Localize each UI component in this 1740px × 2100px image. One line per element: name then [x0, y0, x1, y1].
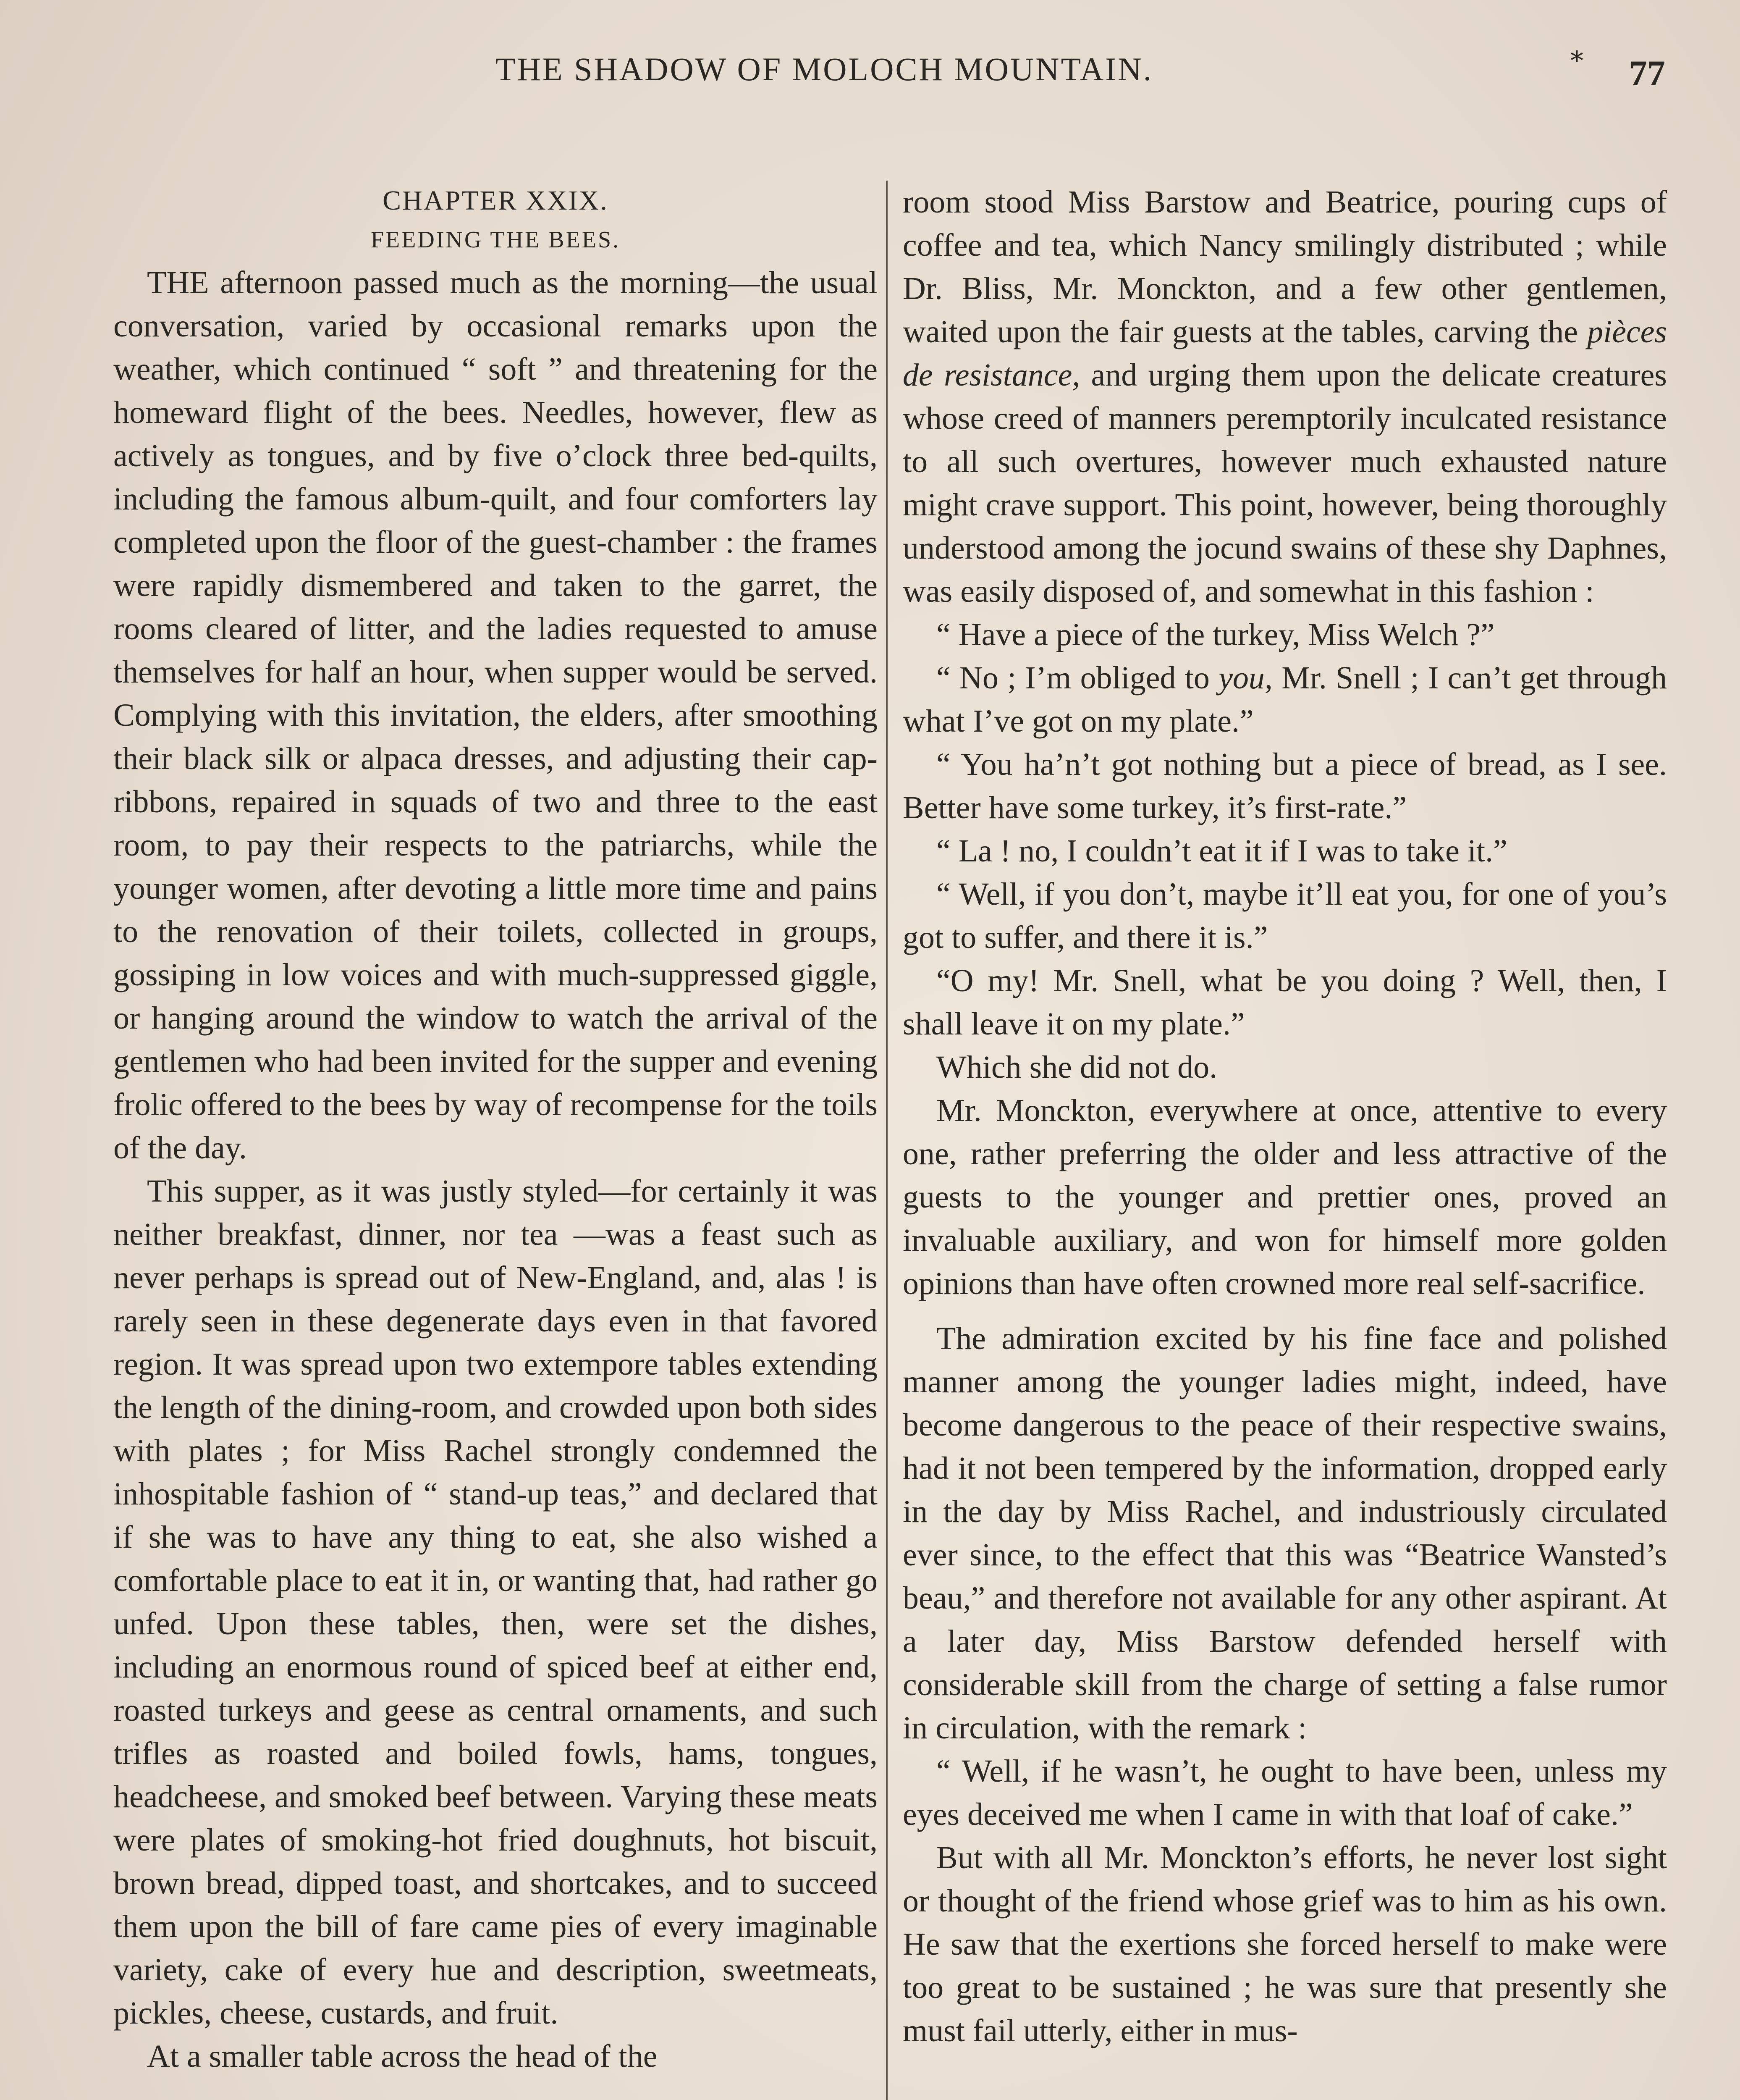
dialogue-line: “ Have a piece of the turkey, Miss Welch ?”: [936, 617, 1495, 652]
dialogue-line: [903, 656, 1667, 743]
text-run: Mr. Snell ; I can’t get through what I’ve got on my plate.”: [903, 660, 1667, 739]
running-title: THE SHADOW OF MOLOCH MOUNTAIN.: [495, 51, 1153, 87]
paragraph-quote: “ Well, if he wasn’t, he ought to have been, unless my eyes deceived me when I came in with that loaf of cake.”: [903, 1754, 1667, 1832]
paragraph-afternoon: THE afternoon passed much as the morning—the usual conversation, varied by occasional remarks upon the weather, which continued “ soft ” and threatening for the homeward flight of the bees. Needles, however, flew as actively as tongues, and by five o’clock three bed-quilts, including the famous album-quilt, and four comforters lay completed upon the floor of the guest-chamber : the frames were rapidly dismembered and taken to the garret, the rooms cleared of litter, and the ladies requested to amuse themselves for half an hour, when supper would be served. Complying with this invitation, the elders, after smoothing their black silk or alpaca dresses, and adjusting their cap-ribbons, repaired in squads of two and three to the east room, to pay their respects to the patriarchs, while the younger women, after devoting a little more time and pains to the renovation of their toilets, collected in groups, gossiping in low voices and with much-suppressed giggle, or hanging around the window to watch the arrival of the gentlemen who had been invited for the supper and evening frolic offered to the bees by way of recompense for the toils of the day.: [113, 265, 878, 1166]
paragraph-monckton: Mr. Monckton, everywhere at once, attentive to every one, rather preferring the older and less attractive of the guests to the younger and prettier ones, proved an invaluable auxiliary, and won for himself more golden opinions than have often crowned more real self-sacrifice.: [903, 1093, 1667, 1301]
dialogue-line: “O my! Mr. Snell, what be you doing ? Well, then, I shall leave it on my plate.”: [903, 963, 1667, 1042]
running-header: [0, 45, 1740, 97]
text-run: and urging them upon the delicate creatures whose creed of manners peremptorily inculcated resistance to all such overtures, however much exhausted nature might crave support. This point, however, being thoroughly understood among the jocund swains of these shy Daphnes, was easily disposed of, and somewhat in this fashion :: [903, 357, 1667, 609]
paragraph-efforts: But with all Mr. Monckton’s efforts, he never lost sight or thought of the friend whose grief was to him as his own. He saw that the exertions she forced herself to make were too great to be sustained ; he was sure that presently she must fail utterly, either in mus-: [903, 1840, 1667, 2048]
column-divider: [886, 181, 888, 2100]
left-column: [113, 181, 878, 2078]
chapter-subheading: FEEDING THE BEES.: [370, 227, 621, 253]
text-run: “ No ; I’m obliged to: [936, 660, 1219, 696]
chapter-heading: CHAPTER XXIX.: [383, 185, 608, 216]
paragraph-smaller-table: At a smaller table across the head of the: [147, 2039, 658, 2074]
page-number: 77: [1629, 53, 1665, 93]
dialogue-line: “ You ha’n’t got nothing but a piece of bread, as I see. Better have some turkey, it’s first-rate.”: [903, 747, 1667, 825]
paragraph-supper: This supper, as it was justly styled—for certainly it was neither breakfast, dinner, nor tea —was a feast such as never perhaps is spread out of New-England, and, alas ! is rarely seen in these degenerate days even in that favored region. It was spread upon two extempore tables extending the length of the dining-room, and crowded upon both sides with plates ; for Miss Rachel strongly condemned the inhospitable fashion of “ stand-up teas,” and declared that if she was to have any thing to eat, she also wished a comfortable place to eat it in, or wanting that, had rather go unfed. Upon these tables, then, were set the dishes, including an enormous round of spiced beef at either end, roasted turkeys and geese as central ornaments, and such trifles as roasted and boiled fowls, hams, tongues, headcheese, and smoked beef between. Varying these meats were plates of smoking-hot fried doughnuts, hot biscuit, brown bread, dipped toast, and shortcakes, and to succeed them upon the bill of fare came pies of every imaginable variety, cake of every hue and description, sweetmeats, pickles, cheese, custards, and fruit.: [113, 1173, 878, 2031]
text-run: room stood Miss Barstow and Beatrice, pouring cups of coffee and tea, which Nancy smilingly distributed ; while Dr. Bliss, Mr. Monckton, and a few other gentlemen, waited upon the fair guests at the tables, carving the: [903, 184, 1667, 349]
italic-run: you,: [1219, 660, 1273, 696]
dialogue-line: “ La ! no, I couldn’t eat it if I was to take it.”: [936, 833, 1507, 869]
asterisk-mark: *: [1570, 45, 1583, 76]
italic-run: pièces de resistance,: [903, 314, 1667, 393]
paragraph-room-stood: [903, 181, 1667, 613]
paragraph-admiration: The admiration excited by his fine face and polished manner among the younger ladies might, indeed, have become dangerous to the peace of their respective swains, had it not been tempered by the information, dropped early in the day by Miss Rachel, and industriously circulated ever since, to the effect that this was “Beatrice Wansted’s beau,” and therefore not available for any other aspirant. At a later day, Miss Barstow defended herself with considerable skill from the charge of setting a false rumor in circulation, with the remark :: [903, 1321, 1667, 1746]
dialogue-line: Which she did not do.: [936, 1050, 1218, 1085]
dialogue-line: “ Well, if you don’t, maybe it’ll eat you, for one of you’s got to suffer, and there it is.”: [903, 877, 1667, 955]
right-column: [903, 181, 1667, 2053]
